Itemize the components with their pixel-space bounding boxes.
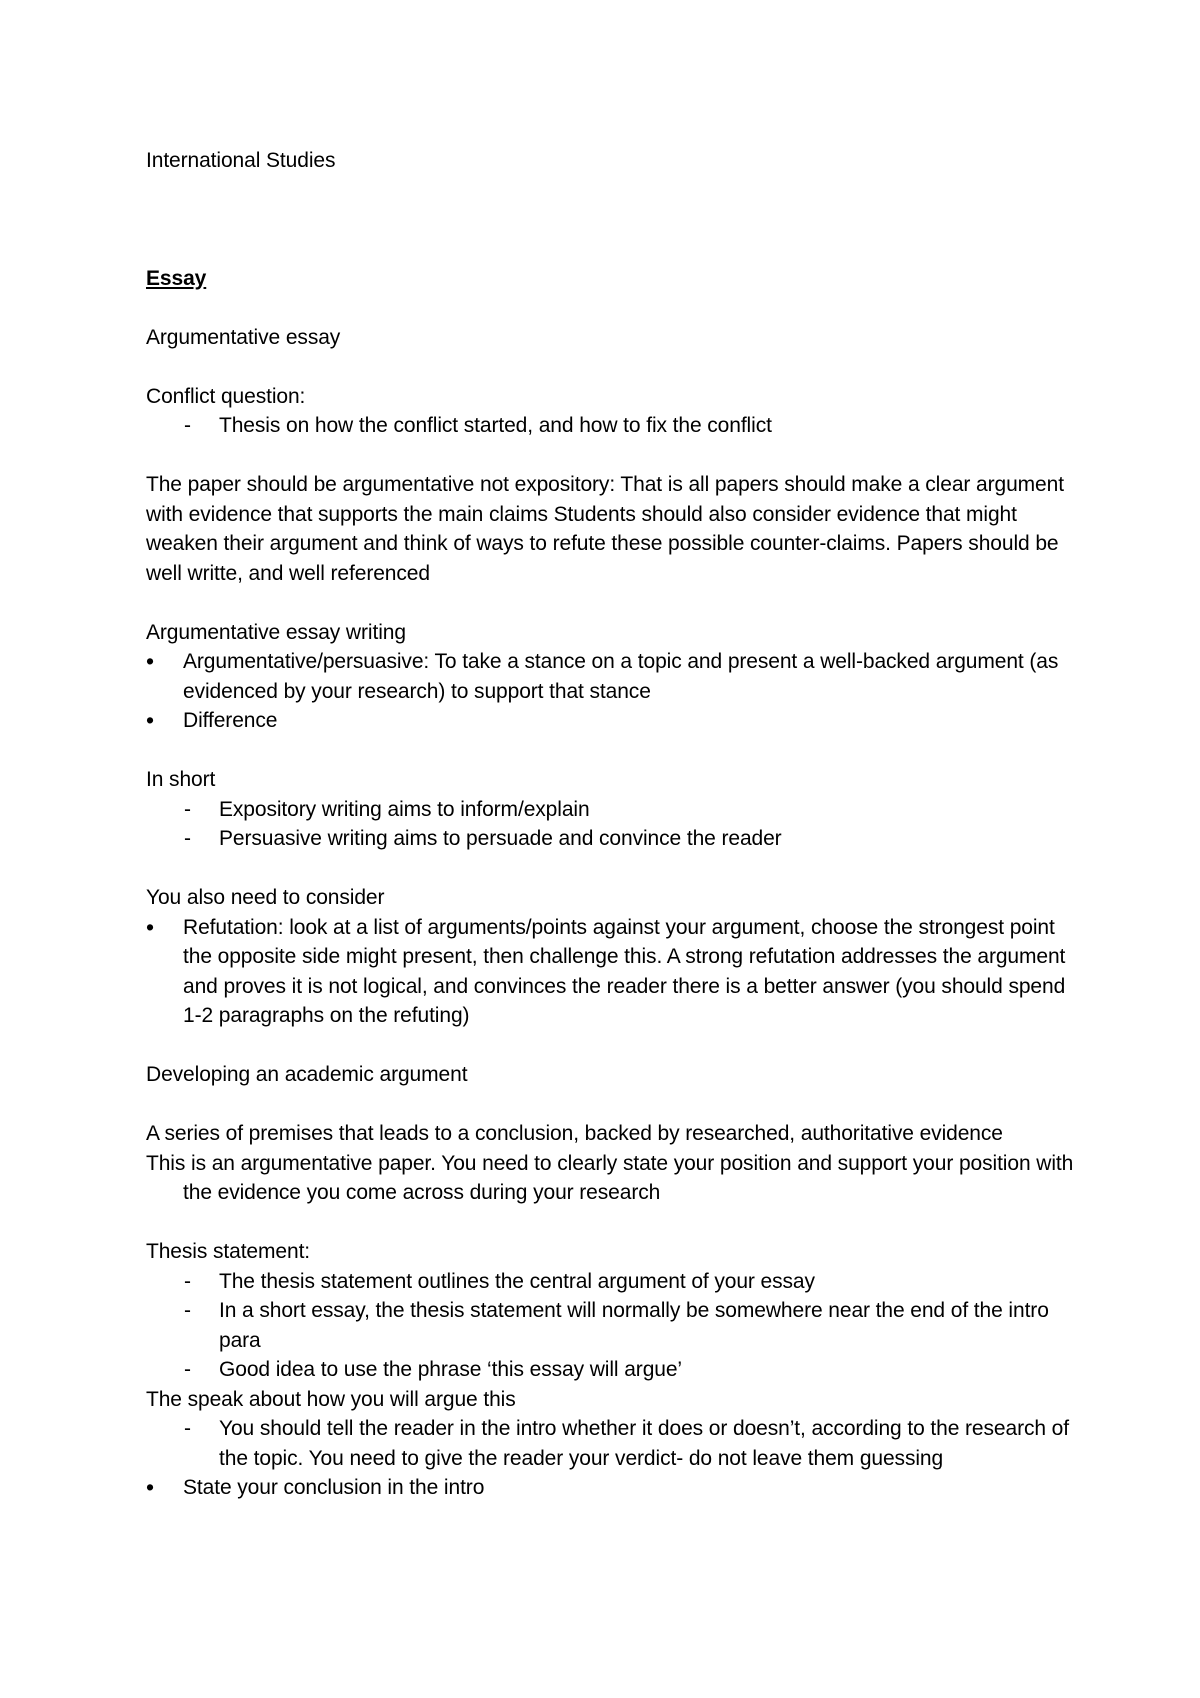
paper-paragraph: The paper should be argumentative not expository: That is all papers should make a clear argument with evidence that supports the main claims Students should also consider evidence that might weaken their argument and think of ways to refute these possible counter-claims. Papers should be well writte, and well referenced — [146, 473, 1064, 585]
argue-heading: The speak about how you will argue this — [146, 1387, 516, 1411]
list-item: - Expository writing aims to inform/explain — [146, 795, 1076, 825]
list-item: - Thesis on how the conflict started, and how to fix the conflict — [146, 411, 1076, 441]
list-item: - In a short essay, the thesis statement will normally be somewhere near the end of the intro para — [146, 1296, 1076, 1355]
argue-bullet-list — [146, 1473, 1076, 1503]
consider-heading: You also need to consider — [146, 886, 385, 909]
subject-heading: International Studies — [146, 149, 336, 172]
list-item: • State your conclusion in the intro — [146, 1473, 1076, 1503]
in-short-list — [146, 795, 1076, 854]
developing-line-2: This is an argumentative paper. You need to clearly state your position and support your position with the evidence you come across during your research — [146, 1151, 1074, 1204]
writing-heading: Argumentative essay writing — [146, 620, 406, 644]
consider-list — [146, 913, 1076, 1031]
conflict-question-heading: Conflict question: — [146, 384, 306, 408]
thesis-heading: Thesis statement: — [146, 1240, 311, 1263]
list-item: - Good idea to use the phrase ‘this essay will argue’ — [146, 1355, 1076, 1385]
essay-type: Argumentative essay — [146, 325, 341, 349]
list-item: - The thesis statement outlines the central argument of your essay — [146, 1267, 1076, 1297]
writing-list — [146, 647, 1076, 736]
thesis-list — [146, 1267, 1076, 1385]
list-item: • Refutation: look at a list of arguments/points against your argument, choose the strongest point the opposite side might present, then challenge this. A strong refutation addresses the argument and proves it is not logical, and convinces the reader there is a better answer (you should spend 1-2 paragraphs on the refuting) — [146, 913, 1076, 1031]
document-body — [146, 146, 1076, 1503]
developing-line-1: A series of premises that leads to a conclusion, backed by researched, authoritative evidence — [146, 1122, 1003, 1145]
section-title: Essay — [146, 266, 207, 290]
argue-list — [146, 1414, 1076, 1473]
developing-heading: Developing an academic argument — [146, 1063, 468, 1086]
list-item: • Difference — [146, 706, 1076, 736]
in-short-heading: In short — [146, 768, 216, 791]
conflict-question-list — [146, 411, 1076, 441]
list-item: • Argumentative/persuasive: To take a stance on a topic and present a well-backed argument (as evidenced by your research) to support that stance — [146, 647, 1076, 706]
list-item: - Persuasive writing aims to persuade and convince the reader — [146, 824, 1076, 854]
list-item: - You should tell the reader in the intro whether it does or doesn’t, according to the research of the topic. You need to give the reader your verdict- do not leave them guessing — [146, 1414, 1076, 1473]
